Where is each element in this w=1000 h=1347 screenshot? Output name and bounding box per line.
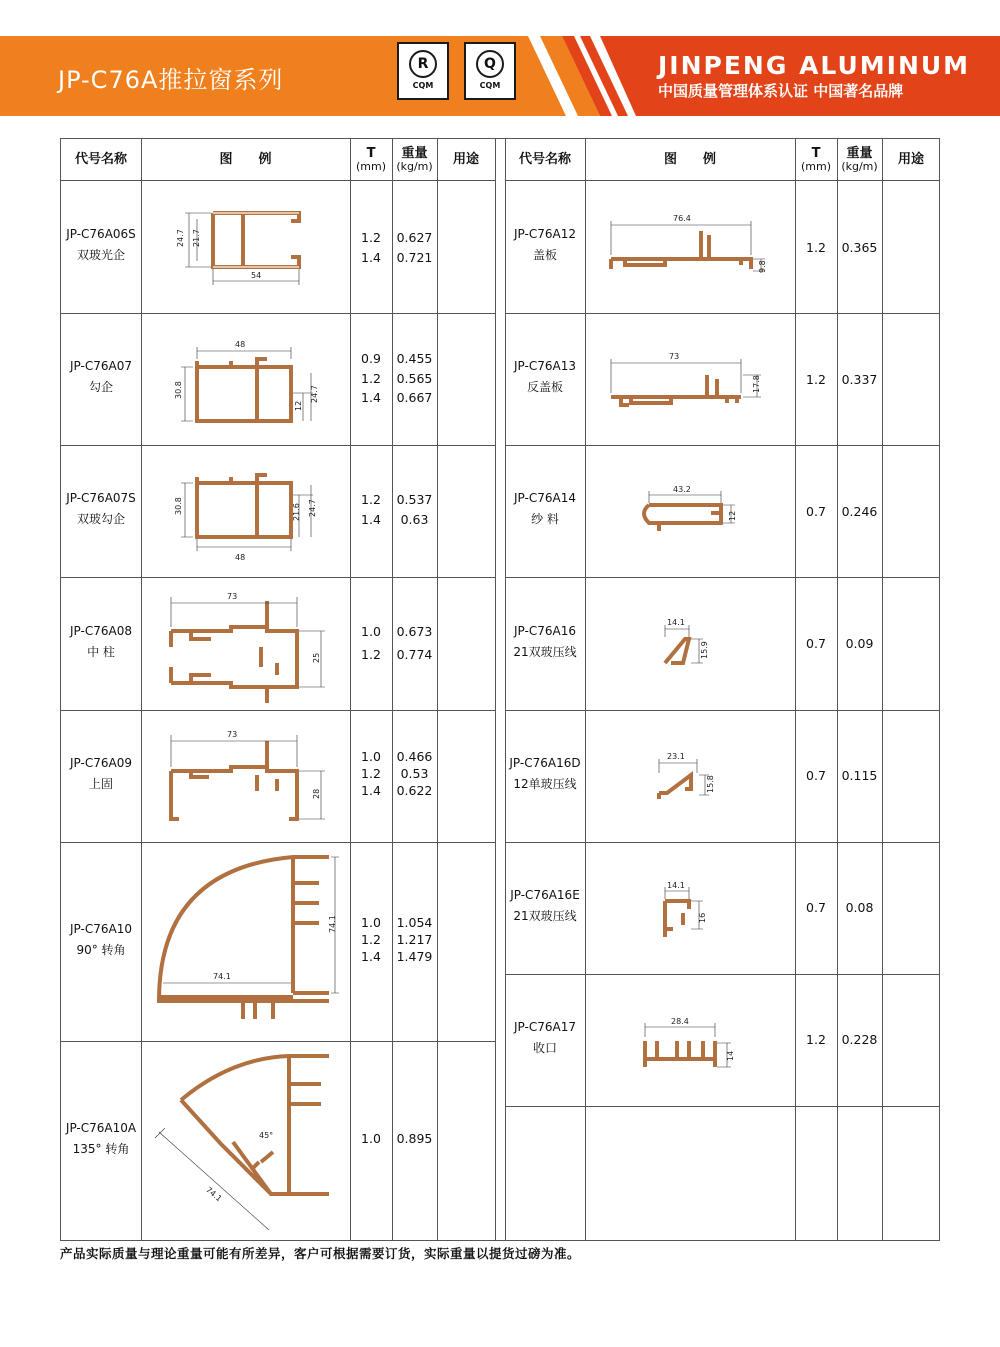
thickness-values	[350, 620, 392, 666]
thickness-value: 1.2	[806, 1032, 826, 1047]
thickness-value: 0.7	[806, 900, 826, 915]
thickness-value: 0.7	[806, 504, 826, 519]
dim-label: 28.4	[671, 1017, 689, 1026]
dim-label: 48	[235, 553, 246, 562]
weight-unit: (kg/m)	[841, 159, 878, 173]
col-header-thickness-right	[795, 139, 837, 181]
weight-values	[837, 766, 882, 786]
profile-code-cell	[61, 919, 141, 961]
dim-label: 14.1	[667, 881, 685, 890]
profile-code-cell	[505, 1017, 585, 1059]
col-header-usage: 用途	[437, 139, 495, 181]
dim-label: 54	[251, 271, 262, 280]
profile-name: 收口	[532, 1041, 557, 1055]
thickness-value: 1.2	[361, 766, 381, 781]
weight-values	[837, 238, 882, 258]
thickness-value: 0.9	[361, 351, 381, 366]
thickness-value: 1.2	[361, 370, 381, 386]
weight-value: 1.054	[396, 915, 433, 930]
dim-label: 12	[294, 400, 303, 411]
dim-label: 16	[698, 912, 707, 923]
footnote: 产品实际质量与理论重量可能有所差异，客户可根据需要订货，实际重量以提货过磅为准。	[60, 1246, 581, 1261]
weight-label: 重量	[401, 145, 428, 161]
brand-slogan: 中国质量管理体系认证 中国著名品牌	[658, 82, 904, 100]
row-divider	[61, 1041, 495, 1042]
series-title: JP-C76A推拉窗系列	[58, 66, 284, 94]
weight-value: 0.721	[396, 250, 433, 265]
grid-line	[141, 139, 142, 1240]
profile-code-cell	[61, 224, 141, 266]
profile-code: JP-C76A16D	[509, 756, 581, 770]
profile-code: JP-C76A13	[514, 359, 576, 373]
row-divider	[505, 974, 940, 975]
profile-name: 21双玻压线	[513, 909, 577, 923]
col-header-figure-right: 图 例	[585, 139, 795, 181]
profile-name: 纱 料	[531, 512, 559, 526]
profile-code-cell	[505, 356, 585, 398]
weight-value: 0.455	[396, 351, 433, 366]
thickness-values	[350, 914, 392, 965]
profile-drawing-a13	[601, 345, 781, 425]
thickness-value: 1.4	[361, 783, 381, 798]
grid-line	[837, 139, 838, 1240]
grid-line	[795, 139, 796, 1240]
thickness-label: T	[366, 145, 376, 161]
profile-drawing-a16e	[659, 879, 739, 959]
col-header-weight	[392, 139, 437, 181]
thickness-values	[350, 1129, 392, 1149]
weight-value: 0.09	[845, 636, 874, 651]
row-divider	[61, 710, 495, 711]
profile-name: 上固	[88, 777, 113, 791]
profile-name: 135° 转角	[72, 1142, 130, 1156]
col-header-thickness	[350, 139, 392, 181]
cert-r-letter: R	[409, 50, 437, 78]
profile-drawing-a14	[631, 483, 761, 553]
cert-q-letter: Q	[476, 50, 504, 78]
profile-code: JP-C76A07	[70, 359, 132, 373]
weight-value: 0.337	[841, 372, 878, 387]
thickness-values	[350, 349, 392, 408]
weight-value: 1.479	[396, 949, 433, 964]
thickness-values	[795, 898, 837, 918]
thickness-value: 0.7	[806, 636, 826, 651]
dim-label: 45°	[259, 1131, 274, 1140]
profile-code: JP-C76A06S	[66, 227, 136, 241]
cert-r-label: CQM	[412, 81, 434, 90]
weight-value: 0.627	[396, 230, 433, 245]
grid-line	[505, 139, 506, 1240]
profile-code-cell	[61, 1118, 141, 1160]
weight-value: 1.217	[396, 932, 433, 947]
cqm-q-certification-logo	[464, 42, 516, 100]
dim-label: 21.6	[292, 503, 301, 521]
header-banner	[0, 0, 1000, 116]
row-divider	[505, 842, 940, 843]
profile-name: 双玻勾企	[76, 512, 125, 526]
weight-value: 0.115	[841, 768, 878, 783]
weight-value: 0.774	[396, 647, 433, 662]
profile-name: 盖板	[532, 248, 557, 262]
weight-value: 0.53	[400, 766, 429, 781]
profile-code-cell	[505, 488, 585, 530]
thickness-value: 1.0	[361, 1131, 381, 1146]
dim-label: 24.7	[308, 499, 317, 517]
profile-drawing-a10a	[151, 1044, 346, 1240]
weight-value: 0.565	[396, 370, 433, 386]
dim-label: 15.9	[700, 641, 709, 659]
profile-code: JP-C76A17	[514, 1020, 576, 1034]
row-divider	[61, 577, 495, 578]
thickness-unit: (mm)	[355, 159, 386, 173]
weight-value: 0.63	[400, 512, 429, 527]
profile-name: 中 柱	[87, 645, 115, 659]
grid-line	[882, 139, 883, 1240]
profile-name: 90° 转角	[76, 943, 126, 957]
dim-label: 28	[312, 788, 321, 799]
thickness-value: 1.2	[806, 372, 826, 387]
thickness-values	[350, 748, 392, 799]
dim-label: 48	[235, 340, 246, 349]
profile-code: JP-C76A08	[70, 624, 132, 638]
profile-code-cell	[61, 621, 141, 663]
weight-values	[837, 898, 882, 918]
weight-values	[837, 634, 882, 654]
row-divider	[505, 445, 940, 446]
thickness-value: 0.7	[806, 768, 826, 783]
dim-label: 14.1	[667, 618, 685, 627]
row-divider	[61, 313, 495, 314]
thickness-value: 1.2	[361, 932, 381, 947]
weight-value: 0.673	[396, 624, 433, 639]
thickness-value: 1.4	[361, 949, 381, 964]
weight-value: 0.08	[845, 900, 874, 915]
thickness-value: 1.0	[361, 915, 381, 930]
dim-label: 43.2	[673, 485, 691, 494]
weight-value: 0.246	[841, 504, 878, 519]
weight-values	[837, 502, 882, 522]
thickness-values	[795, 238, 837, 258]
col-header-figure: 图 例	[141, 139, 350, 181]
col-header-weight-right	[837, 139, 882, 181]
thickness-value: 1.4	[361, 512, 381, 527]
dim-label: 21.7	[192, 229, 201, 247]
dim-label: 25	[312, 652, 321, 663]
profile-code: JP-C76A16	[514, 624, 576, 638]
dim-label: 74.1	[213, 972, 231, 981]
dim-label: 12	[728, 510, 737, 521]
thickness-values	[350, 228, 392, 268]
weight-value: 0.537	[396, 492, 433, 507]
profile-drawing-a07	[171, 333, 331, 433]
weight-values	[392, 228, 437, 268]
dim-label: 73	[227, 730, 238, 739]
profile-code-cell	[505, 621, 585, 663]
profile-code-cell	[505, 885, 585, 927]
weight-values	[392, 490, 437, 530]
profile-drawing-a12	[601, 209, 781, 289]
dim-label: 30.8	[174, 381, 183, 399]
weight-value: 0.466	[396, 749, 433, 764]
row-divider	[61, 445, 495, 446]
profile-drawing-a06s	[171, 199, 331, 289]
grid-line	[585, 139, 586, 1240]
profile-code: JP-C76A10A	[65, 1121, 137, 1135]
thickness-values	[795, 634, 837, 654]
profile-code-cell	[505, 224, 585, 266]
profile-catalog-table	[60, 138, 940, 1241]
row-divider	[505, 710, 940, 711]
dim-label: 73	[227, 592, 238, 601]
profile-name: 勾企	[88, 380, 113, 394]
thickness-label: T	[811, 145, 821, 161]
thickness-values	[795, 1030, 837, 1050]
profile-name: 反盖板	[526, 380, 563, 394]
grid-line	[392, 139, 393, 1240]
thickness-value: 1.4	[361, 250, 381, 265]
weight-label: 重量	[846, 145, 873, 161]
col-header-code: 代号名称	[61, 139, 141, 181]
thickness-value: 1.2	[361, 492, 381, 507]
profile-drawing-a16	[659, 613, 739, 693]
weight-value: 0.622	[396, 783, 433, 798]
col-header-usage-right: 用途	[882, 139, 940, 181]
weight-value: 0.365	[841, 240, 878, 255]
profile-code: JP-C76A14	[514, 491, 576, 505]
profile-code: JP-C76A10	[70, 922, 132, 936]
dim-label: 17.8	[752, 375, 761, 393]
profile-drawing-a09	[161, 719, 331, 839]
profile-name: 21双玻压线	[513, 645, 577, 659]
profile-code: JP-C76A12	[514, 227, 576, 241]
weight-values	[392, 349, 437, 408]
thickness-value: 1.2	[361, 647, 381, 662]
dim-label: 23.1	[667, 752, 685, 761]
thickness-values	[795, 766, 837, 786]
profile-code: JP-C76A16E	[510, 888, 580, 902]
profile-drawing-a10	[143, 843, 348, 1039]
col-header-code-right: 代号名称	[505, 139, 585, 181]
dim-label: 74.1	[204, 1185, 224, 1204]
cqm-r-certification-logo	[397, 42, 449, 100]
profile-code-cell	[61, 488, 141, 530]
weight-values	[392, 748, 437, 799]
weight-value: 0.667	[396, 390, 433, 405]
thickness-values	[795, 370, 837, 390]
dim-label: 24.7	[176, 229, 185, 247]
weight-value: 0.228	[841, 1032, 878, 1047]
thickness-values	[350, 490, 392, 530]
profile-code-cell	[61, 356, 141, 398]
thickness-value: 1.2	[361, 230, 381, 245]
grid-line	[437, 139, 438, 1240]
profile-code: JP-C76A09	[70, 756, 132, 770]
profile-code: JP-C76A07S	[66, 491, 136, 505]
profile-name: 双玻光企	[76, 248, 125, 262]
dim-label: 24.7	[310, 385, 319, 403]
row-divider	[505, 313, 940, 314]
dim-label: 9.8	[758, 260, 767, 273]
weight-values	[392, 914, 437, 965]
profile-drawing-a07s	[171, 465, 331, 565]
thickness-value: 1.2	[806, 240, 826, 255]
grid-line	[350, 139, 351, 1240]
dim-label: 76.4	[673, 214, 691, 223]
thickness-value: 1.4	[361, 390, 381, 405]
row-divider	[505, 1106, 940, 1107]
thickness-value: 1.0	[361, 624, 381, 639]
row-divider	[505, 577, 940, 578]
profile-drawing-a08	[161, 587, 331, 707]
weight-values	[837, 370, 882, 390]
weight-values	[392, 1129, 437, 1149]
cert-q-label: CQM	[479, 81, 501, 90]
weight-values	[392, 620, 437, 666]
profile-drawing-a17	[637, 1011, 767, 1091]
dim-label: 15.8	[706, 775, 715, 793]
weight-values	[837, 1030, 882, 1050]
dim-label: 73	[669, 352, 680, 361]
thickness-values	[795, 502, 837, 522]
weight-value: 0.895	[396, 1131, 433, 1146]
dim-label: 74.1	[328, 915, 337, 933]
profile-drawing-a16d	[655, 745, 745, 825]
brand-name: JINPENG ALUMINUM	[658, 51, 971, 80]
thickness-unit: (mm)	[800, 159, 831, 173]
profile-code-cell	[61, 753, 141, 795]
profile-code-cell	[505, 753, 585, 795]
dim-label: 30.8	[174, 497, 183, 515]
grid-line	[495, 139, 496, 1240]
weight-unit: (kg/m)	[396, 159, 433, 173]
dim-label: 14	[726, 1050, 735, 1061]
profile-name: 12单玻压线	[513, 777, 577, 791]
thickness-value: 1.0	[361, 749, 381, 764]
